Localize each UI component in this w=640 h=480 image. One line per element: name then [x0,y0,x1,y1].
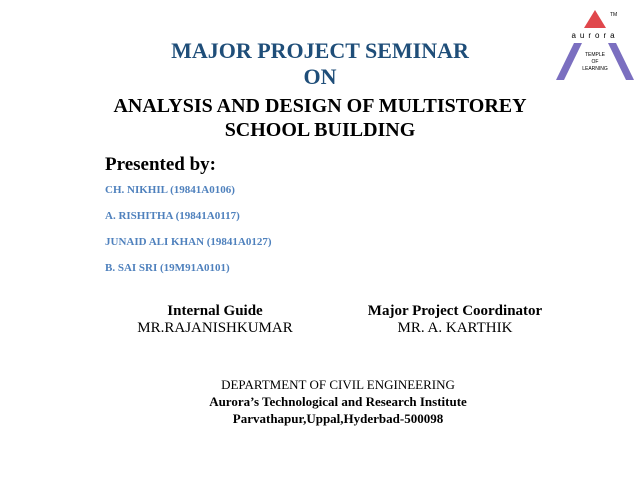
student-name: A. RISHITHA (19841A0117) [105,210,240,222]
internal-guide-name: MR.RAJANISHKUMAR [137,320,293,336]
internal-guide-heading: Internal Guide [167,303,263,319]
coordinator-name: MR. A. KARTHIK [397,320,513,336]
institute-name: Aurora’s Technological and Research Institute [209,394,467,409]
student-name: JUNAID ALI KHAN (19841A0127) [105,236,272,248]
svg-text:LEARNING: LEARNING [582,66,608,72]
svg-text:OF: OF [591,59,599,65]
project-title-line-1: ANALYSIS AND DESIGN OF MULTISTOREY [113,95,527,117]
slide-title [0,38,640,90]
project-coordinator [345,303,565,337]
svg-text:TM: TM [610,12,618,18]
svg-text:TEMPLE: TEMPLE [584,52,606,58]
department-name: DEPARTMENT OF CIVIL ENGINEERING [221,377,455,392]
title-line-2: ON [303,64,337,89]
project-title-line-2: SCHOOL BUILDING [224,119,416,141]
svg-text:aurora: aurora [571,31,619,40]
presented-by-heading: Presented by: [105,154,216,175]
student-name: B. SAI SRI (19M91A0101) [105,262,230,274]
internal-guide [115,303,315,337]
coordinator-heading: Major Project Coordinator [367,303,543,319]
project-title [0,94,640,142]
department-info [0,376,640,427]
institute-address: Parvathapur,Uppal,Hyderbad-500098 [232,411,444,426]
student-name: CH. NIKHIL (19841A0106) [105,184,235,196]
title-line-1: MAJOR PROJECT SEMINAR [171,38,469,63]
